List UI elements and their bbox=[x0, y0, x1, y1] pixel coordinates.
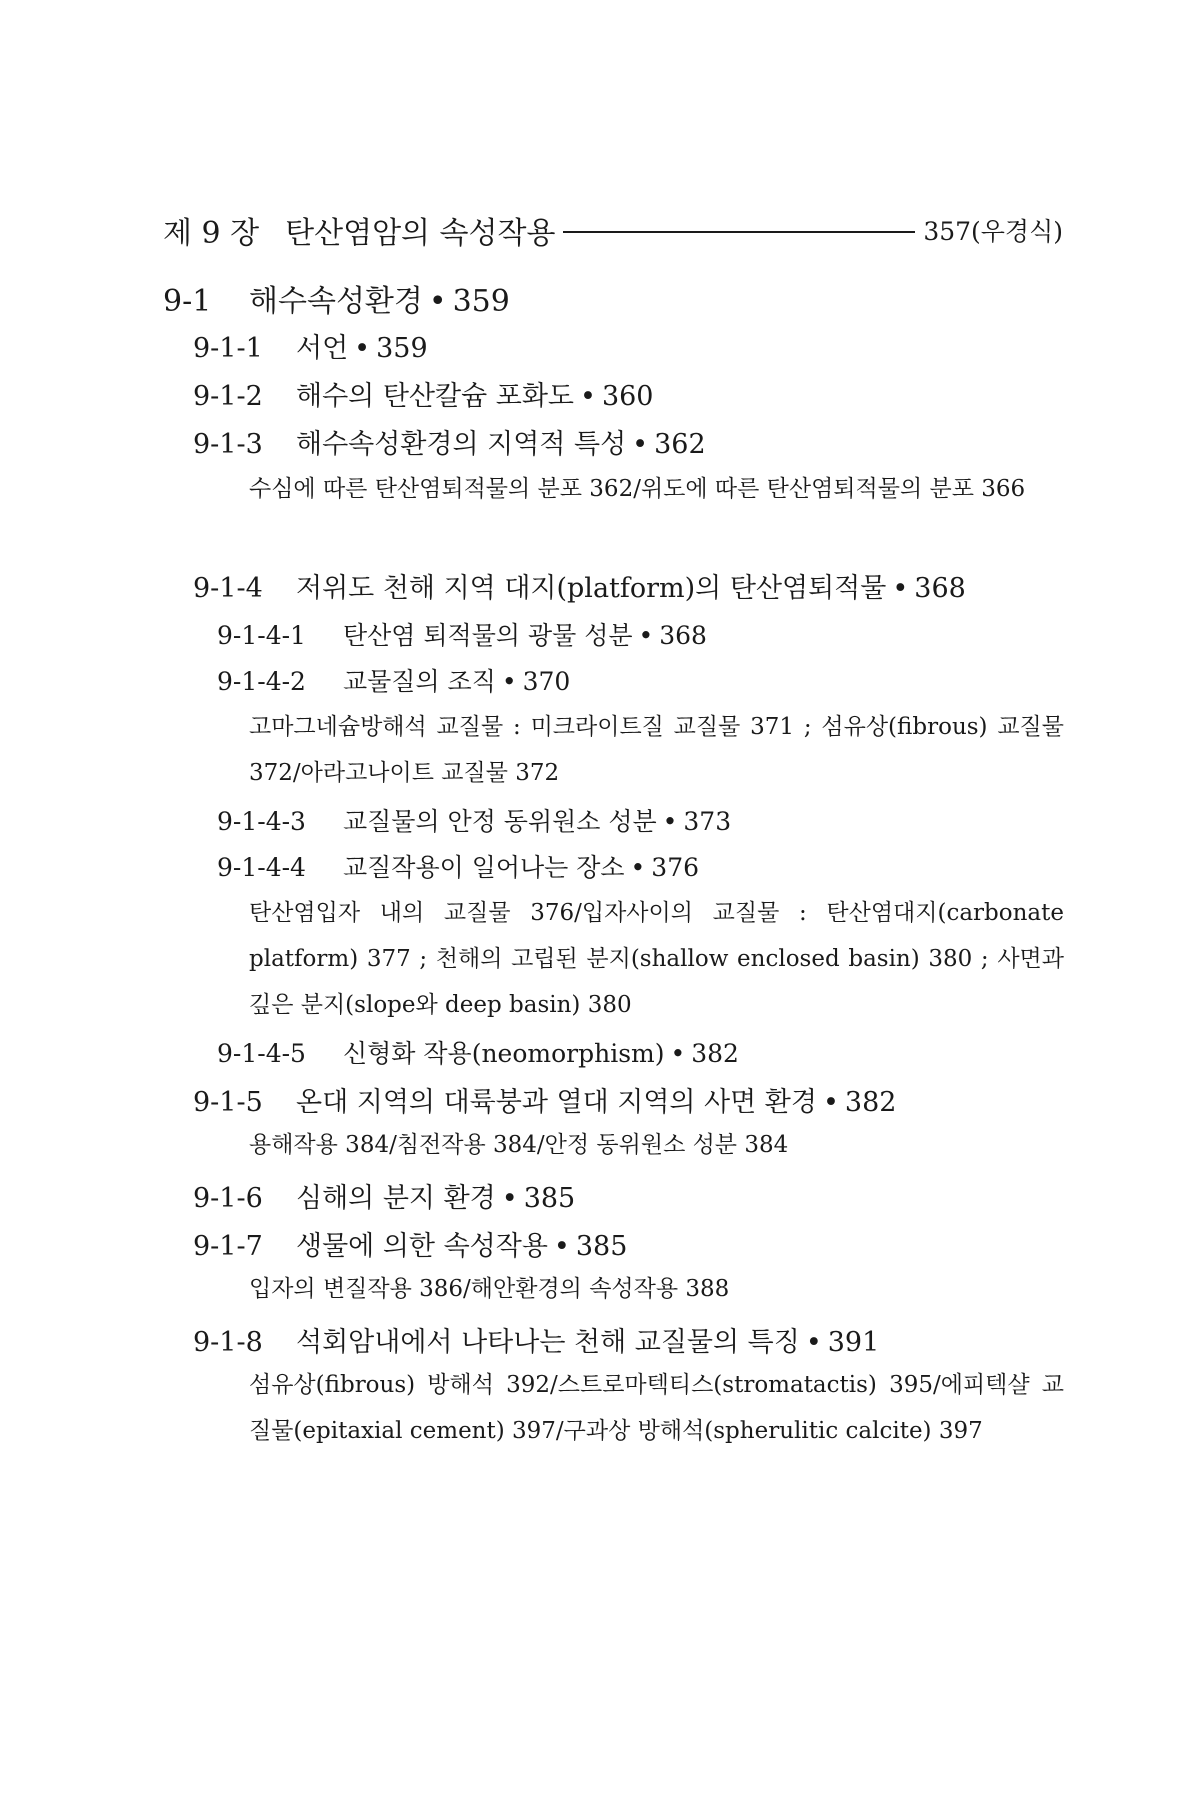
section-number: 9-1-4-1 bbox=[217, 621, 306, 650]
section-number: 9-1-8 bbox=[193, 1327, 263, 1358]
section-number: 9-1-4-4 bbox=[217, 853, 306, 882]
section-title: 심해의 분지 환경 bbox=[296, 1183, 496, 1214]
page-number: 362 bbox=[654, 429, 706, 460]
section-number: 9-1 bbox=[163, 284, 212, 319]
page-number: 391 bbox=[827, 1327, 880, 1358]
page-number: 385 bbox=[575, 1231, 628, 1262]
section-title: 해수속성환경의 지역적 특성 bbox=[296, 429, 627, 460]
section-number: 9-1-5 bbox=[193, 1087, 263, 1118]
section-title: 교물질의 조직 bbox=[343, 667, 496, 696]
separator: • bbox=[630, 853, 646, 882]
toc-entry bbox=[217, 1034, 739, 1070]
toc-entry bbox=[193, 326, 428, 365]
page-number: 382 bbox=[844, 1087, 897, 1118]
separator: • bbox=[632, 429, 649, 460]
section-title: 생물에 의한 속성작용 bbox=[296, 1231, 548, 1262]
separator: • bbox=[580, 381, 596, 412]
separator: • bbox=[553, 1231, 570, 1262]
section-number: 9-1-7 bbox=[193, 1231, 263, 1262]
separator: • bbox=[501, 667, 517, 696]
chapter-label: 제 9 장 bbox=[163, 216, 260, 251]
page-number: 376 bbox=[651, 853, 700, 882]
toc-note: 탄산염입자 내의 교질물 376/입자사이의 교질물 : 탄산염대지(carbonate platform) 377 ; 천해의 고립된 분지(shallow enclosed basin) 380 ; 사면과 깊은 분지(slope와 deep basin) 380 bbox=[249, 900, 1064, 1018]
section-number: 9-1-4-3 bbox=[217, 807, 306, 836]
toc-entry bbox=[193, 374, 653, 413]
section-number: 9-1-4 bbox=[193, 573, 263, 604]
toc-note: 수심에 따른 탄산염퇴적물의 분포 362/위도에 따른 탄산염퇴적물의 분포 366 bbox=[249, 476, 1026, 502]
section-title: 온대 지역의 대륙붕과 열대 지역의 사면 환경 bbox=[296, 1087, 817, 1118]
page-number: 385 bbox=[523, 1183, 576, 1214]
section-title: 해수속성환경 bbox=[249, 284, 423, 319]
toc-entry bbox=[193, 1224, 627, 1263]
toc-note: 용해작용 384/침전작용 384/안정 동위원소 성분 384 bbox=[249, 1132, 789, 1158]
toc-entry bbox=[193, 1080, 896, 1119]
chapter-title: 탄산염암의 속성작용 bbox=[285, 216, 556, 251]
section-title: 석회암내에서 나타나는 천해 교질물의 특징 bbox=[296, 1327, 800, 1358]
chapter-heading bbox=[163, 208, 1063, 252]
toc-entry bbox=[217, 616, 707, 652]
page-number: 359 bbox=[376, 333, 428, 364]
separator: • bbox=[638, 621, 654, 650]
separator: • bbox=[501, 1183, 518, 1214]
toc-note: 입자의 변질작용 386/해안환경의 속성작용 388 bbox=[249, 1276, 730, 1302]
section-title: 탄산염 퇴적물의 광물 성분 bbox=[343, 621, 633, 650]
page-number: 373 bbox=[683, 807, 732, 836]
toc-entry bbox=[193, 1320, 879, 1359]
section-title: 저위도 천해 지역 대지(platform)의 탄산염퇴적물 bbox=[296, 573, 887, 604]
section-title: 해수의 탄산칼슘 포화도 bbox=[296, 381, 574, 412]
page-number: 359 bbox=[452, 284, 510, 319]
separator: • bbox=[892, 573, 909, 604]
separator: • bbox=[805, 1327, 822, 1358]
separator: • bbox=[354, 333, 371, 364]
section-title: 신형화 작용(neomorphism) bbox=[343, 1039, 665, 1068]
section-title: 교질물의 안정 동위원소 성분 bbox=[343, 807, 657, 836]
separator: • bbox=[428, 284, 447, 319]
section-number: 9-1-3 bbox=[193, 429, 263, 460]
section-number: 9-1-4-2 bbox=[217, 667, 306, 696]
page-number: 368 bbox=[914, 573, 966, 604]
toc-entry bbox=[217, 662, 570, 698]
page-number: 360 bbox=[601, 381, 654, 412]
section-number: 9-1-2 bbox=[193, 381, 263, 412]
section-number: 9-1-6 bbox=[193, 1183, 263, 1214]
separator: • bbox=[662, 807, 678, 836]
page-number: 368 bbox=[659, 621, 707, 650]
toc-entry bbox=[217, 848, 699, 884]
section-title: 교질작용이 일어나는 장소 bbox=[343, 853, 625, 882]
toc-entry bbox=[193, 1176, 575, 1215]
leader-line bbox=[563, 231, 915, 233]
chapter-page-ref: 357(우경식) bbox=[923, 217, 1063, 246]
toc-entry bbox=[163, 276, 510, 320]
toc-entry bbox=[217, 802, 731, 838]
page-number: 370 bbox=[522, 667, 571, 696]
toc-entry bbox=[193, 566, 966, 605]
page-number: 382 bbox=[691, 1039, 739, 1068]
separator: • bbox=[822, 1087, 839, 1118]
toc-note: 고마그네슘방해석 교질물 : 미크라이트질 교질물 371 ; 섬유상(fibrous) 교질물 372/아라고나이트 교질물 372 bbox=[249, 714, 1064, 786]
section-number: 9-1-4-5 bbox=[217, 1039, 306, 1068]
section-title: 서언 bbox=[296, 333, 349, 364]
toc-note: 섬유상(fibrous) 방해석 392/스트로마텍티스(stromatactis) 395/에피텍샬 교질물(epitaxial cement) 397/구과상 방해석(spherulitic calcite) 397 bbox=[249, 1372, 1064, 1444]
toc-entry bbox=[193, 422, 706, 461]
separator: • bbox=[670, 1039, 686, 1068]
section-number: 9-1-1 bbox=[193, 333, 263, 364]
